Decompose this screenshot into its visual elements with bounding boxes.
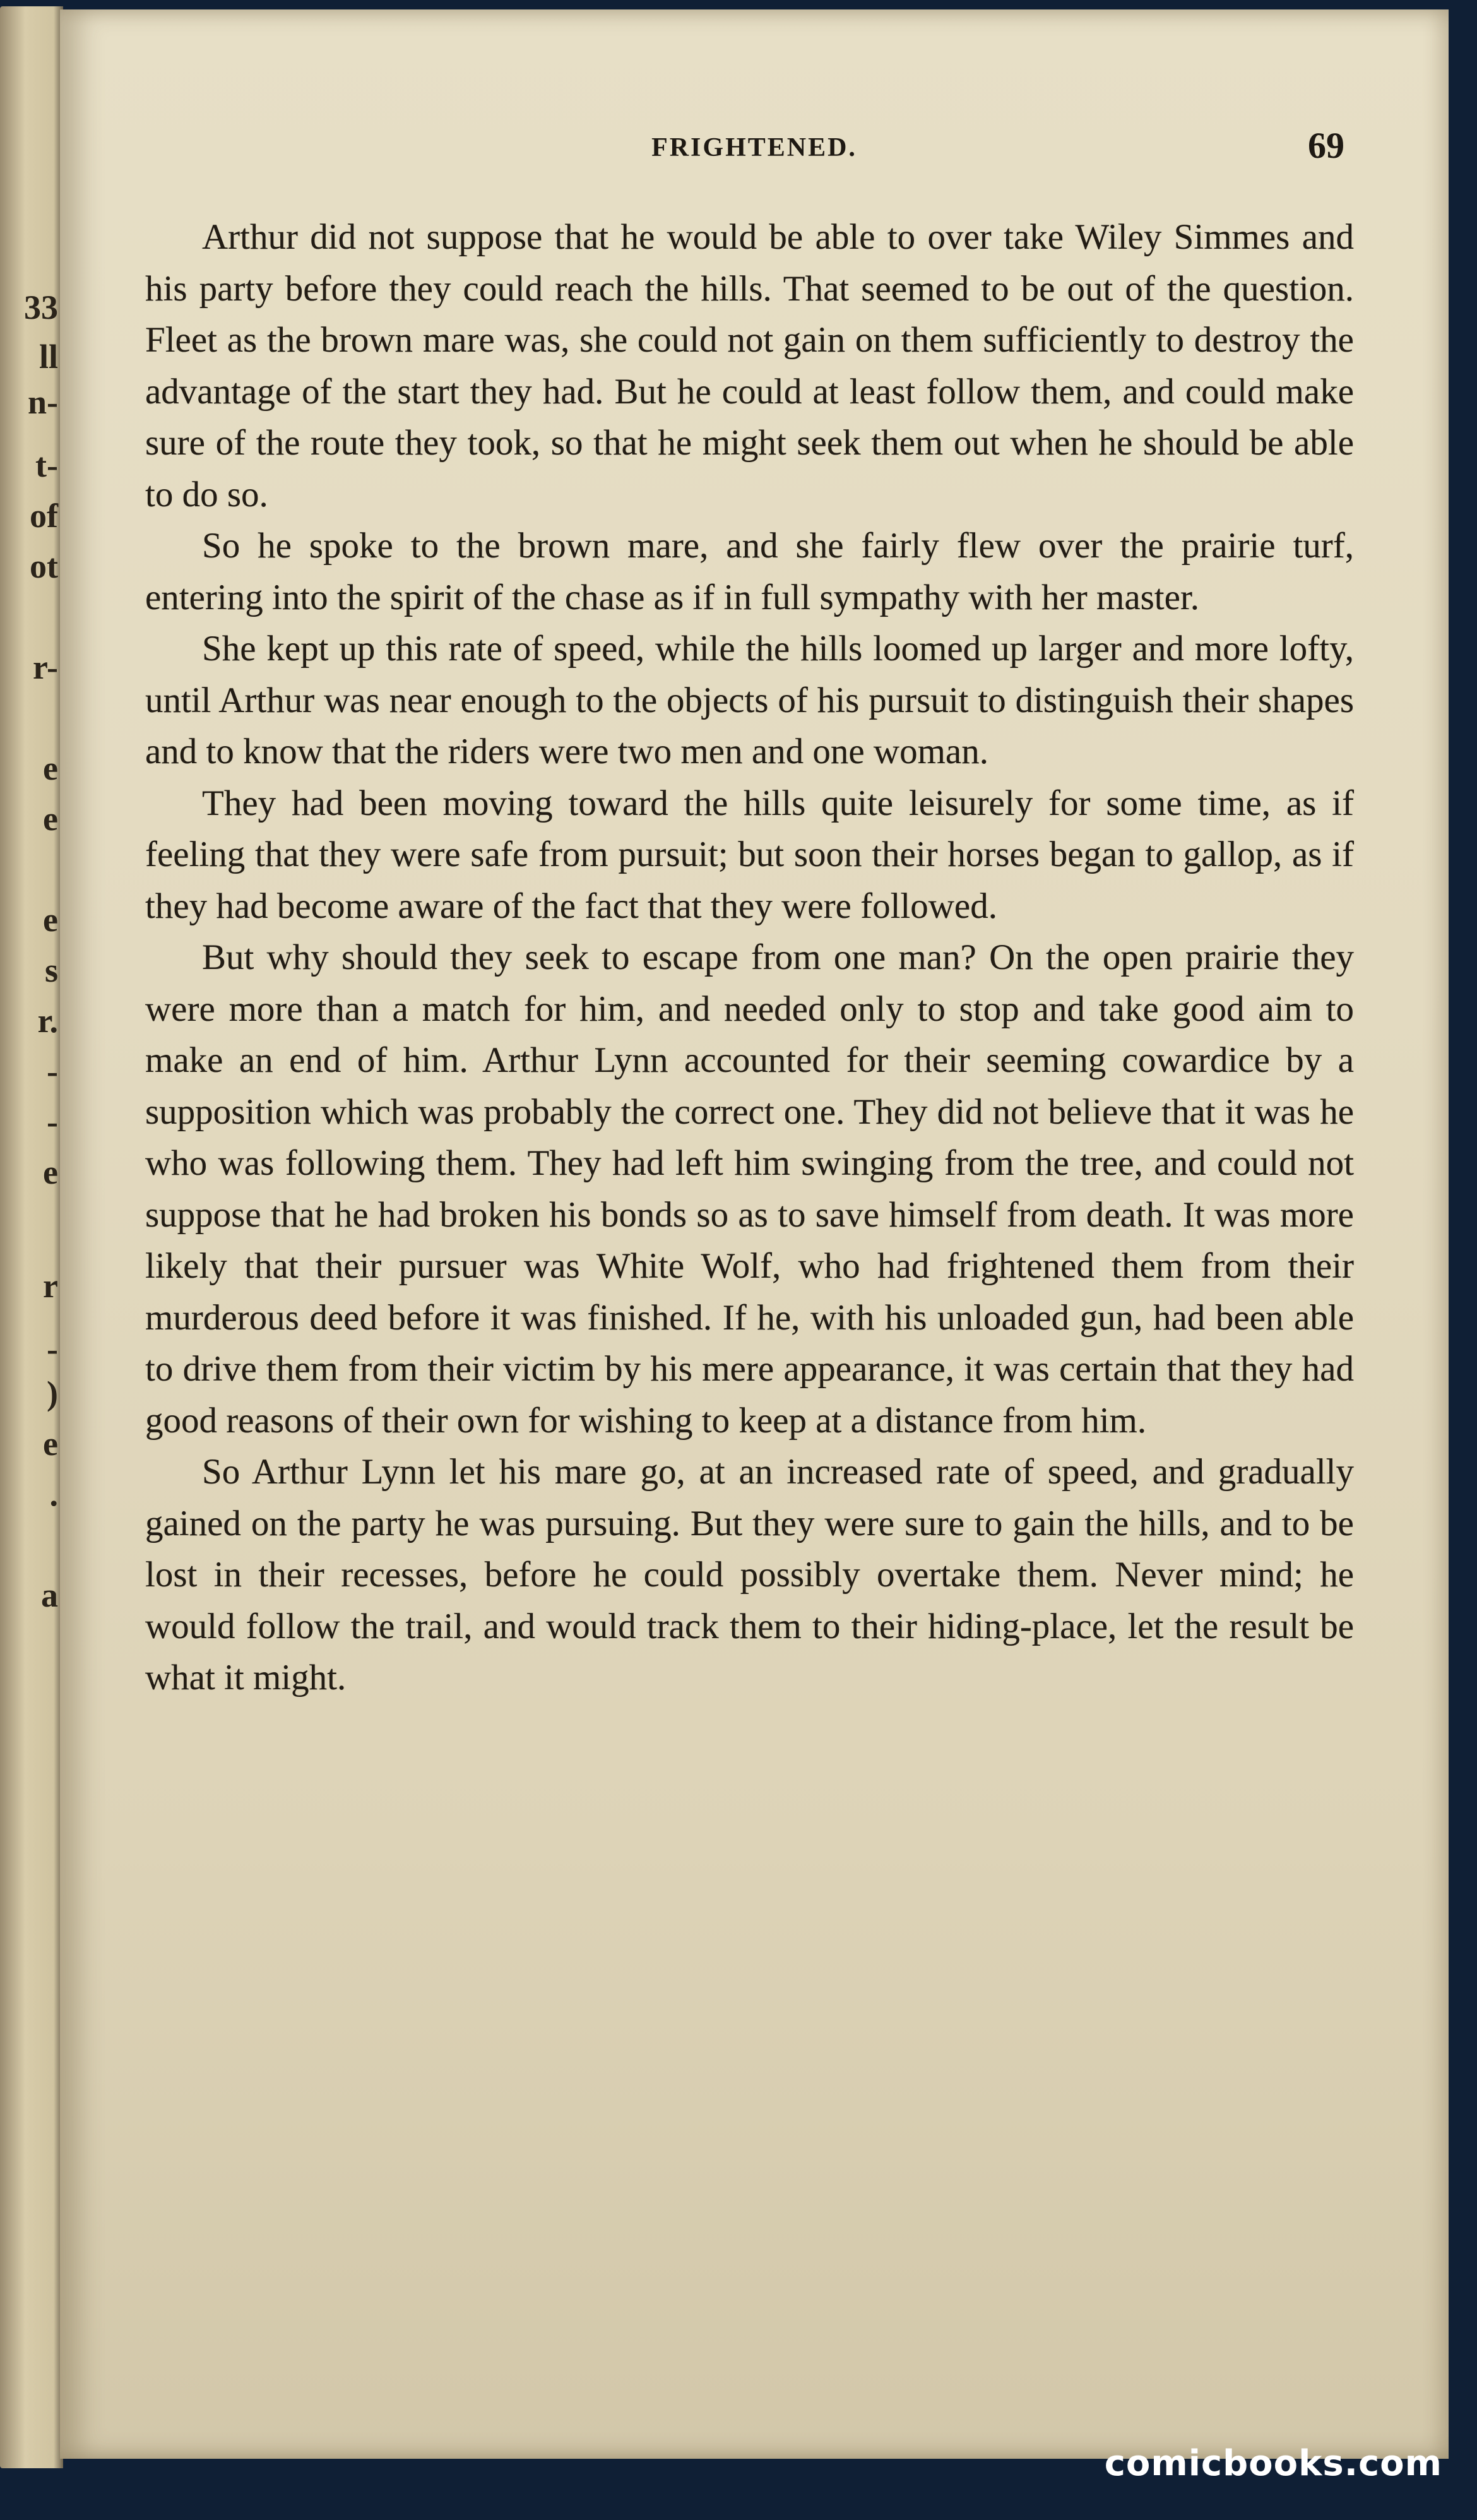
left-page-fragment: r. [37, 1002, 58, 1040]
left-page-fragment: . [49, 1475, 58, 1513]
running-head: FRIGHTENED. [651, 133, 857, 162]
left-page-fragment: a [41, 1576, 58, 1614]
page-number: 69 [1308, 125, 1344, 166]
left-page-fragment: e [43, 749, 58, 787]
left-page-fragment: - [47, 1052, 58, 1090]
watermark: comicbooks.com [1104, 2443, 1442, 2484]
book-page [60, 9, 1449, 2459]
left-page-fragment: ) [47, 1374, 58, 1412]
left-page-fragment: e [43, 901, 58, 939]
left-page-fragment: t- [35, 446, 58, 484]
left-page-fragment: n- [27, 383, 58, 421]
paragraph: They had been moving toward the hills quite leisurely for some time, as if feeling that they were safe from pursuit; but soon their horses began to gallop, as if they had become aware of the fact that they were followed. [145, 783, 1354, 926]
left-page-fragment: ot [30, 547, 58, 585]
left-page-fragment: e [43, 1153, 58, 1191]
left-page-fragment: s [44, 951, 58, 989]
paragraph: She kept up this rate of speed, while the hills loomed up larger and more lofty, until Arthur was near enough to the objects of his pursuit to distinguish their shapes and to know that the riders were two men and one woman. [145, 629, 1354, 771]
left-page-fragment: of [30, 497, 58, 535]
left-page-fragment: r- [33, 648, 58, 686]
paragraph: So he spoke to the brown mare, and she fairly flew over the prairie turf, entering into the spirit of the chase as if in full sympathy with her master. [145, 526, 1354, 617]
left-page-fragment: ll [39, 338, 58, 376]
left-page-fragment: e [43, 1425, 58, 1463]
left-page-fragment: 33 [24, 288, 58, 326]
paragraph: Arthur did not suppose that he would be able to over take Wiley Simmes and his party before they could reach the hills. That seemed to be out of the question. Fleet as the brown mare was, she could not gain on them sufficiently to destroy the advantage of the start they had. But he could at least follow them, and could make sure of the route they took, so that he might seek them out when he should be able to do so. [145, 217, 1354, 514]
left-page-fragment: e [43, 800, 58, 838]
left-page-fragment: - [47, 1330, 58, 1368]
left-page-edge [0, 6, 63, 2468]
body-text [145, 211, 1354, 1704]
paragraph: So Arthur Lynn let his mare go, at an increased rate of speed, and gradually gained on the party he was pursuing. But they were sure to gain the hills, and to be lost in their recesses, before he could possibly overtake them. Never mind; he would follow the trail, and would track them to their hiding-place, let the result be what it might. [145, 1452, 1354, 1697]
left-page-fragment: - [47, 1103, 58, 1141]
paragraph: But why should they seek to escape from one man? On the open prairie they were more than a match for him, and needed only to stop and take good aim to make an end of him. Arthur Lynn accounted for their seeming cowardice by a supposition which was probably the correct one. They did not believe that it was he who was following them. They had left him swinging from the tree, and could not suppose that he had broken his bonds so as to save himself from death. It was more likely that their pursuer was White Wolf, who had frightened them from their murderous deed before it was finished. If he, with his unloaded gun, had been able to drive them from their victim by his mere appearance, it was certain that they had good reasons of their own for wishing to keep at a distance from him. [145, 937, 1354, 1441]
left-page-fragment: r [43, 1267, 58, 1305]
